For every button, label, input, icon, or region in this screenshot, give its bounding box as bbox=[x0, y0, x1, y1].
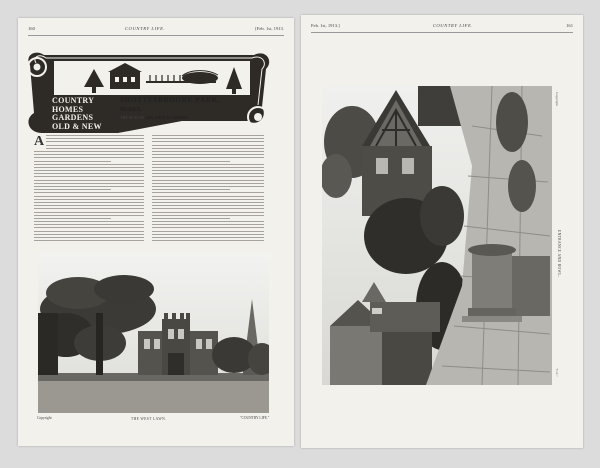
text-line bbox=[152, 161, 230, 162]
text-line bbox=[34, 199, 144, 200]
text-line bbox=[46, 148, 144, 149]
text-line bbox=[34, 227, 144, 228]
text-line bbox=[34, 180, 144, 181]
text-line bbox=[152, 148, 264, 149]
text-line bbox=[34, 205, 144, 206]
text-line bbox=[34, 221, 144, 222]
text-line bbox=[34, 151, 144, 152]
text-line bbox=[34, 202, 144, 203]
entrance-and-bowl-photo bbox=[322, 86, 552, 385]
text-line bbox=[152, 199, 264, 200]
left-date: [Feb. 1st, 1913. bbox=[255, 26, 284, 31]
text-line bbox=[152, 196, 264, 197]
right-page-number: 161 bbox=[566, 23, 573, 28]
text-line bbox=[152, 208, 264, 209]
text-line bbox=[34, 224, 144, 225]
text-line bbox=[34, 208, 144, 209]
text-line bbox=[152, 154, 264, 155]
article-seat-of bbox=[120, 115, 260, 120]
right-date: Feb. 1st, 1913.] bbox=[311, 23, 340, 28]
left-photo-caption: THE WEST LAWN. bbox=[131, 417, 167, 421]
text-line bbox=[152, 234, 264, 235]
article-title-block bbox=[120, 95, 260, 120]
text-line bbox=[34, 154, 144, 155]
series-word-country: COUNTRY bbox=[52, 96, 95, 105]
left-photo-credit-source: "COUNTRY LIFE." bbox=[240, 416, 270, 420]
text-line bbox=[34, 218, 111, 219]
text-line bbox=[34, 167, 144, 168]
right-running-title: COUNTRY LIFE. bbox=[432, 23, 474, 28]
text-line bbox=[34, 186, 144, 187]
left-photo-credit: Copyright bbox=[37, 416, 52, 420]
text-line bbox=[152, 170, 264, 171]
text-line bbox=[152, 215, 264, 216]
right-photo-credit: Copyright bbox=[555, 92, 559, 106]
left-running-head bbox=[28, 26, 284, 31]
text-line bbox=[34, 237, 144, 238]
right-head-rule bbox=[311, 32, 573, 33]
text-line bbox=[152, 218, 230, 219]
text-line bbox=[152, 224, 264, 225]
series-word-gardens: GARDENS bbox=[52, 113, 94, 123]
text-line bbox=[152, 237, 264, 238]
right-running-head bbox=[311, 23, 573, 28]
text-line bbox=[152, 202, 264, 203]
text-line bbox=[152, 221, 264, 222]
article-owner: MR. GUY O. SMITH. bbox=[145, 115, 189, 120]
text-line bbox=[46, 135, 144, 136]
text-line bbox=[152, 157, 264, 158]
text-line bbox=[152, 231, 264, 232]
text-line bbox=[152, 186, 264, 187]
left-running-title: COUNTRY LIFE. bbox=[124, 26, 166, 31]
article-county: BERKS. bbox=[120, 107, 142, 113]
text-line bbox=[152, 180, 264, 181]
left-head-rule bbox=[28, 35, 284, 36]
text-line bbox=[152, 135, 264, 136]
seat-of-prefix: THE SEAT OF bbox=[120, 115, 145, 120]
series-word-old-new: OLD & NEW bbox=[52, 121, 102, 131]
text-line bbox=[34, 189, 111, 190]
text-line bbox=[152, 141, 264, 142]
text-line bbox=[34, 215, 144, 216]
text-line bbox=[34, 212, 144, 213]
text-line bbox=[34, 234, 144, 235]
text-line bbox=[152, 151, 264, 152]
text-line bbox=[34, 170, 144, 171]
body-text-column-left bbox=[34, 135, 144, 247]
text-line bbox=[46, 145, 144, 146]
right-photo-caption: ENTRANCE AND BOWL. bbox=[557, 230, 561, 278]
text-line bbox=[34, 161, 111, 162]
text-line bbox=[34, 240, 144, 241]
article-place: SHOTTESBROOKE PARK, bbox=[120, 95, 220, 104]
west-lawn-photo bbox=[38, 253, 269, 413]
text-line bbox=[34, 231, 144, 232]
text-line bbox=[34, 157, 144, 158]
text-line bbox=[152, 227, 264, 228]
text-line bbox=[152, 173, 264, 174]
left-page-number: 160 bbox=[28, 26, 35, 31]
body-text-column-right bbox=[152, 135, 264, 247]
text-line bbox=[152, 205, 264, 206]
text-line bbox=[34, 176, 144, 177]
text-line bbox=[46, 138, 144, 139]
text-line bbox=[152, 189, 230, 190]
text-line bbox=[34, 164, 144, 165]
right-photo-credit-source: "C.L." bbox=[555, 368, 559, 377]
text-line bbox=[152, 212, 264, 213]
text-line bbox=[152, 145, 264, 146]
drop-cap: A bbox=[34, 134, 45, 149]
text-line bbox=[34, 196, 144, 197]
text-line bbox=[152, 240, 264, 241]
text-line bbox=[152, 138, 264, 139]
text-line bbox=[34, 183, 144, 184]
text-line bbox=[34, 173, 144, 174]
series-title bbox=[52, 97, 102, 131]
text-line bbox=[152, 192, 264, 193]
text-line bbox=[152, 183, 264, 184]
text-line bbox=[152, 167, 264, 168]
text-line bbox=[46, 141, 144, 142]
text-line bbox=[152, 164, 264, 165]
text-line bbox=[34, 192, 144, 193]
series-word-homes: HOMES bbox=[52, 104, 84, 114]
text-line bbox=[152, 176, 264, 177]
